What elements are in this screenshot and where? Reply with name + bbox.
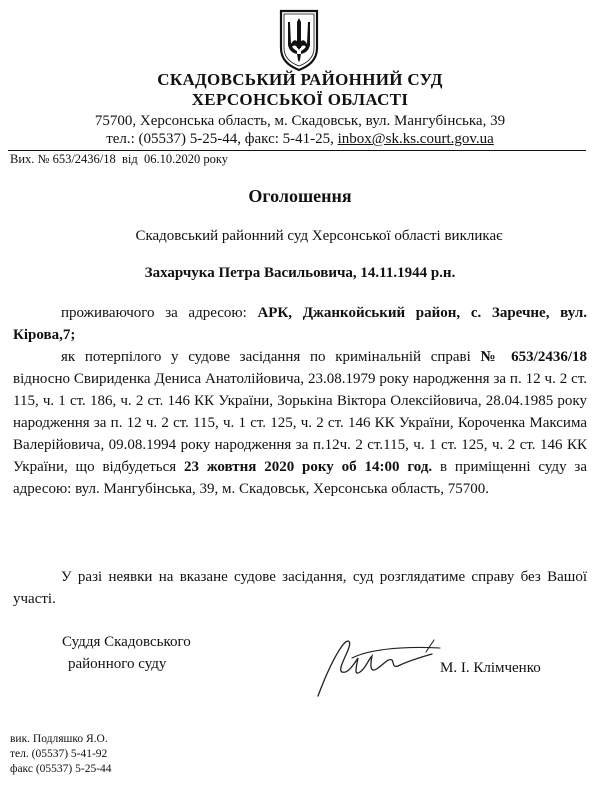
- court-email-link[interactable]: inbox@sk.ks.court.gov.ua: [337, 131, 494, 147]
- hearing-paragraph: [13, 346, 587, 500]
- outgoing-date: 06.10.2020 року: [144, 152, 229, 166]
- hearing-role: як потерпілого у судове засідання по кримінальній справі: [61, 349, 481, 365]
- summons-intro: Скадовський районний суд Херсонської області викликає: [135, 228, 503, 244]
- hearing-date: 23 жовтня 2020 року об 14:00 год.: [184, 459, 433, 475]
- court-name-line-2: ХЕРСОНСЬКОЇ ОБЛАСТІ: [191, 90, 409, 109]
- residence-paragraph: [13, 302, 587, 346]
- outgoing-number: 653/2436/18: [52, 152, 116, 166]
- header-divider: [8, 150, 586, 151]
- hearing-location: в приміщенні суду за адресою: вул. Мангубінська, 39, м. Скадовськ, Херсонська область, 75700.: [13, 459, 587, 497]
- absence-warning-text: У разі неявки на вказане судове засідання, суд розглядатиме справу без Вашої участі.: [13, 569, 587, 607]
- outgoing-label: Вих. №: [10, 152, 50, 166]
- executor-name: вик. Подляшко Я.О.: [10, 733, 108, 745]
- document-title: Оголошення: [248, 186, 352, 206]
- court-address: 75700, Херсонська область, м. Скадовськ, вул. Мангубінська, 39: [94, 113, 506, 129]
- judge-title-line-1: Суддя Скадовського: [62, 634, 191, 650]
- court-contacts: [0, 131, 600, 148]
- case-details: відносно Свириденка Дениса Анатолійовича, 23.08.1979 року народження за п. 12 ч. 2 ст. 115, ч. 1 ст. 186, ч. 2 ст. 146 КК України, Зорькіна Віктора Олексійовича, 28.04.1985 року народження за п. 12 ч. 2 ст. 115, ч. 1 ст. 125, ч. 2 ст. 146 КК України, Короченка Максима Валерійовича, 09.08.1994 року народження за п.12ч. 2 ст.115, ч. 1 ст. 125, ч. 2 ст. 146 КК України, що відбудеться: [13, 371, 587, 475]
- residence-address: АРК, Джанкойський район, с. Заречне, вул. Кірова,7;: [13, 305, 587, 343]
- judge-name: М. І. Клімченко: [440, 660, 541, 676]
- ukraine-trident-icon: [276, 8, 322, 72]
- case-number: № 653/2436/18: [480, 349, 587, 365]
- summoned-person: Захарчука Петра Васильовича, 14.11.1944 р.н.: [144, 265, 456, 281]
- court-phone-fax: тел.: (05537) 5-25-44, факс: 5-41-25,: [106, 131, 338, 147]
- outgoing-reference: [10, 152, 228, 167]
- residence-label: проживаючого за адресою:: [61, 305, 258, 321]
- judge-title-line-2: районного суду: [68, 656, 167, 672]
- outgoing-date-prefix: від: [122, 152, 138, 166]
- executor-fax: факс (05537) 5-25-44: [10, 763, 112, 775]
- executor-phone: тел. (05537) 5-41-92: [10, 748, 108, 760]
- absence-warning: [13, 566, 587, 610]
- judge-handwritten-signature: [308, 628, 448, 700]
- court-name-line-1: СКАДОВСЬКИЙ РАЙОННИЙ СУД: [157, 70, 443, 89]
